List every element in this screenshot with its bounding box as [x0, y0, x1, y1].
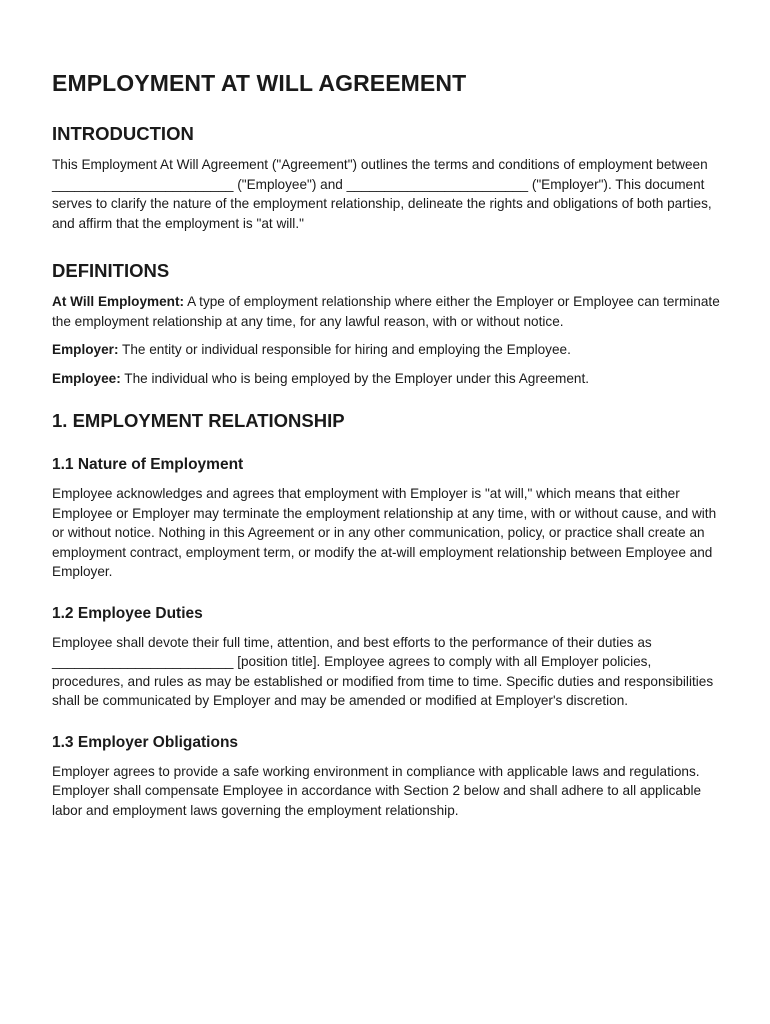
section-1-heading: 1. EMPLOYMENT RELATIONSHIP — [52, 410, 345, 431]
definition-employee — [52, 369, 720, 389]
subsection-1-1-text: Employee acknowledges and agrees that employment with Employer is "at will," which means that either Employee or Employer may terminate the employment relationship at any time, with or without cause, and with or without notice. Nothing in this Agreement or in any other communication, policy, or practice shall create an employment contract, employment term, or modify the at-will employment relationship between Employee and Employer. — [52, 486, 717, 579]
subsection-1-1-heading: 1.1 Nature of Employment — [52, 456, 244, 473]
definition-term: Employee: — [52, 370, 121, 386]
introduction-heading: INTRODUCTION — [52, 123, 194, 144]
definitions-heading: DEFINITIONS — [52, 260, 170, 281]
definition-text: The entity or individual responsible for hiring and employing the Employee. — [118, 342, 571, 357]
subsection-1-3-heading: 1.3 Employer Obligations — [52, 733, 239, 751]
definition-at-will — [52, 292, 720, 331]
introduction-text: This Employment At Will Agreement ("Agreement") outlines the terms and conditions of employment between ________________________ ("Employee") and ________________________ ("Employer"). This document serves to clarify the nature of the employment relationship, delineate the rights and obligations of both parties, and affirm that the employment is "at will." — [52, 157, 712, 231]
definition-employer — [52, 340, 720, 360]
document-title: EMPLOYMENT AT WILL AGREEMENT — [52, 70, 467, 96]
definition-term: At Will Employment: — [52, 294, 185, 309]
definition-text: The individual who is being employed by the Employer under this Agreement. — [120, 370, 589, 386]
subsection-1-2-heading: 1.2 Employee Duties — [52, 604, 203, 622]
definition-term: Employer: — [52, 342, 119, 357]
subsection-1-2-text: Employee shall devote their full time, attention, and best efforts to the performance of their duties as ________________________ [position title]. Employee agrees to comply with all Employer policies, procedures, and rules as may be established or modified from time to time. Specific duties and responsibilities shall be communicated by Employer and may be amended or modified at Employer's discretion. — [52, 634, 714, 708]
subsection-1-3-text: Employer agrees to provide a safe working environment in compliance with applicable laws and regulations. Employer shall compensate Employee in accordance with Section 2 below and shall adhere to all applicable labor and employment laws governing the employment relationship. — [52, 763, 702, 818]
definition-text: A type of employment relationship where either the Employer or Employee can terminate the employment relationship at any time, for any lawful reason, with or without notice. — [52, 294, 720, 329]
